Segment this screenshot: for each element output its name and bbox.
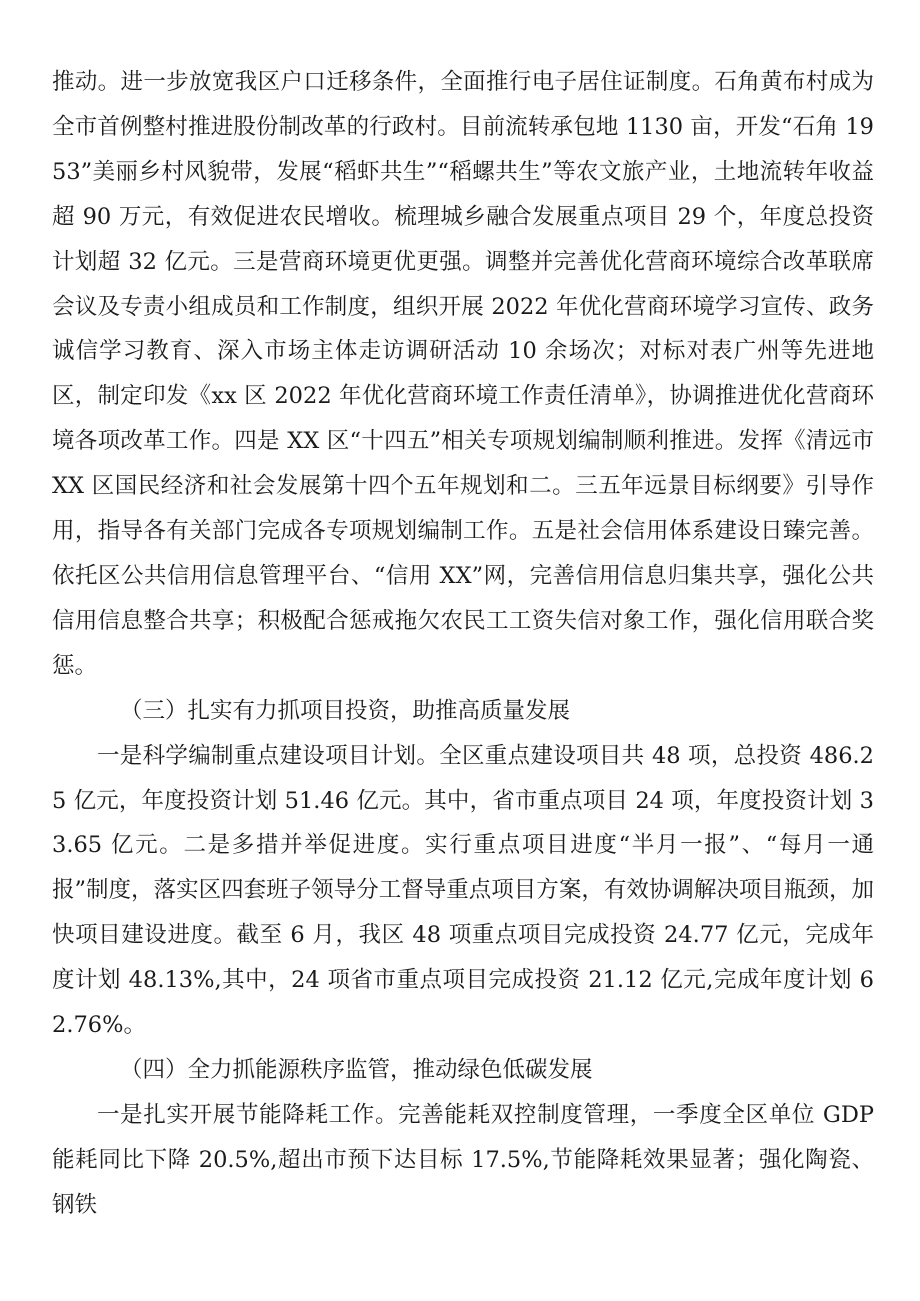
body-paragraph-project-investment: 一是科学编制重点建设项目计划。全区重点建设项目共 48 项，总投资 486.25 亿元，年度投资计划 51.46 亿元。其中，省市重点项目 24 项，年度投资计划 33.65 亿元。二是多措并举促进度。实行重点项目进度“半月一报”、“每月一通报”制度，落实区四套班子领导分工督导重点项目方案，有效协调解决项目瓶颈，加快项目建设进度。截至 6 月，我区 48 项重点项目完成投资 24.77 亿元，完成年度计划 48.13%,其中，24 项省市重点项目完成投资 21.12 亿元,完成年度计划 62.76%。: [52, 742, 874, 1039]
section-heading-3: （三）扎实有力抓项目投资，助推高质量发展: [120, 697, 571, 724]
document-page: [52, 60, 874, 1228]
section-heading-4: （四）全力抓能源秩序监管，推动绿色低碳发展: [120, 1056, 593, 1083]
body-paragraph-energy-saving: 一是扎实开展节能降耗工作。完善能耗双控制度管理，一季度全区单位 GDP 能耗同比下降 20.5%,超出市预下达目标 17.5%,节能降耗效果显著；强化陶瓷、钢铁: [52, 1101, 874, 1218]
body-paragraph-continued: 推动。进一步放宽我区户口迁移条件，全面推行电子居住证制度。石角黄布村成为全市首例整村推进股份制改革的行政村。目前流转承包地 1130 亩，开发“石角 1953”美丽乡村风貌带，发展“稻虾共生”“稻螺共生”等农文旅产业，土地流转年收益超 90 万元，有效促进农民增收。梳理城乡融合发展重点项目 29 个，年度总投资计划超 32 亿元。三是营商环境更优更强。调整并完善优化营商环境综合改革联席会议及专责小组成员和工作制度，组织开展 2022 年优化营商环境学习宣传、政务诚信学习教育、深入市场主体走访调研活动 10 余场次；对标对表广州等先进地区，制定印发《xx 区 2022 年优化营商环境工作责任清单》，协调推进优化营商环境各项改革工作。四是 XX 区“十四五”相关专项规划编制顺利推进。发挥《清远市 XX 区国民经济和社会发展第十四个五年规划和二。三五年远景目标纲要》引导作用，指导各有关部门完成各专项规划编制工作。五是社会信用体系建设日臻完善。依托区公共信用信息管理平台、“信用 XX”网，完善信用信息归集共享，强化公共信用信息整合共享；积极配合惩戒拖欠农民工工资失信对象工作，强化信用联合奖惩。: [52, 69, 874, 679]
